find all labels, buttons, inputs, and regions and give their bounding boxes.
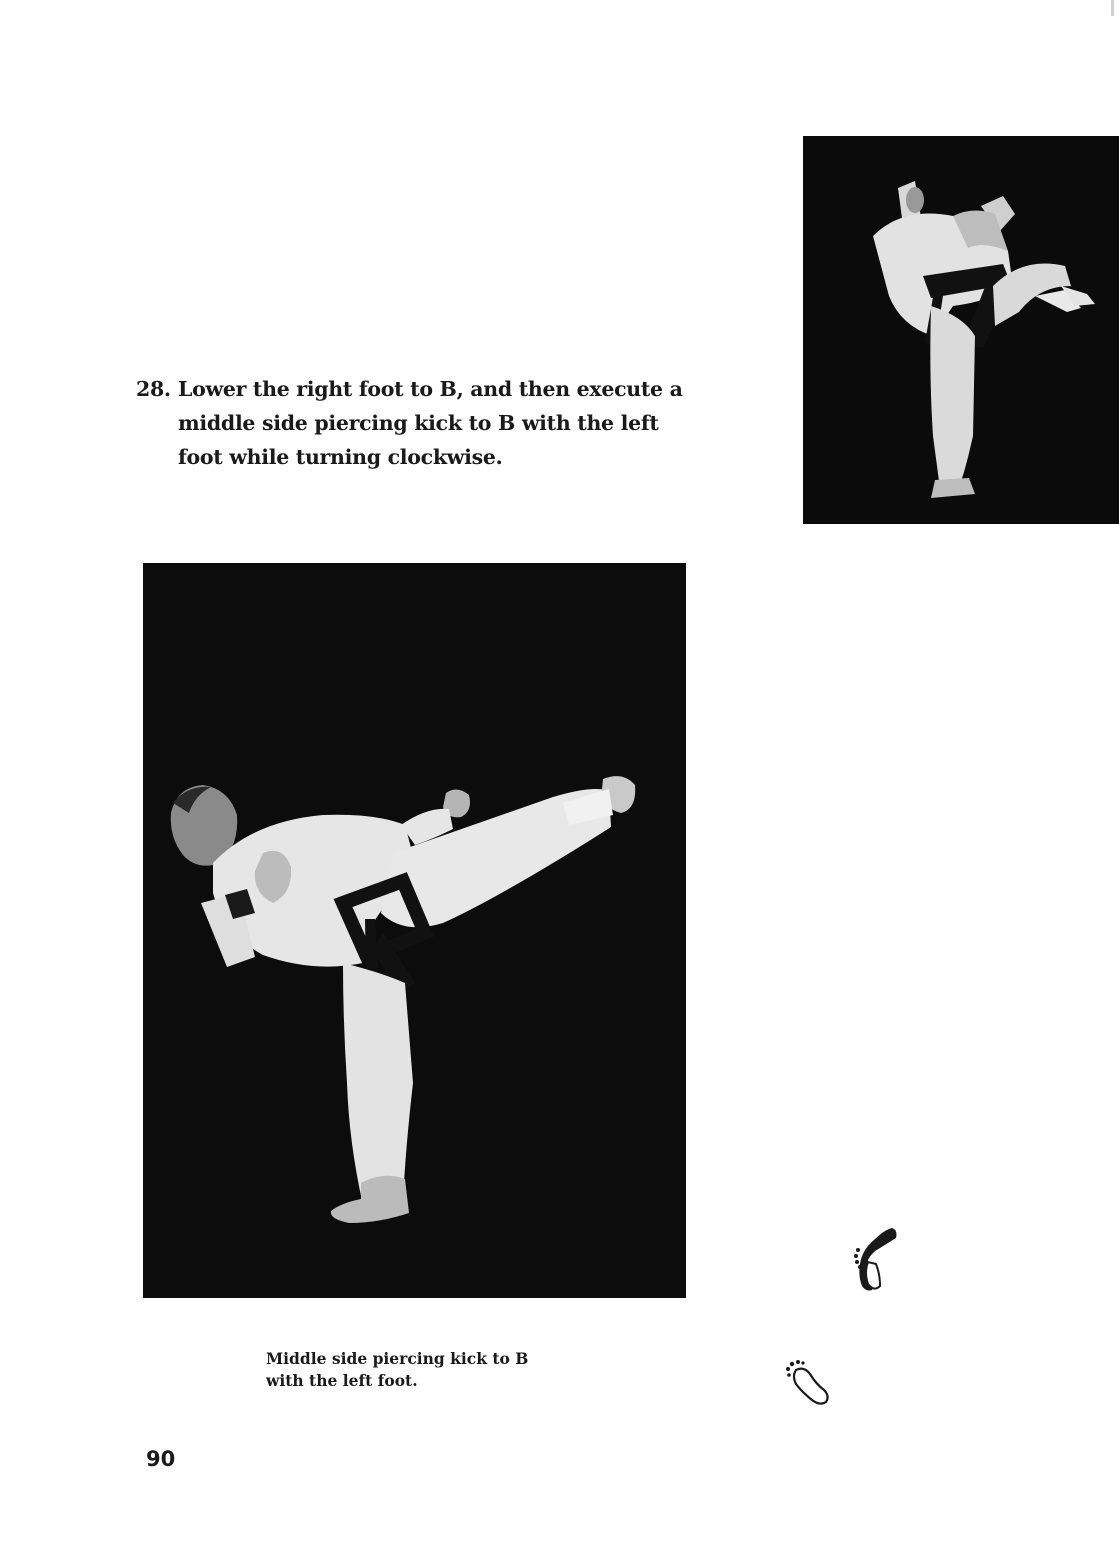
photo-caption bbox=[266, 1348, 586, 1392]
page-number: 90 bbox=[146, 1447, 176, 1471]
photo-back-view bbox=[803, 136, 1119, 524]
photo-side-kick bbox=[143, 563, 686, 1298]
step-number: 28. bbox=[136, 377, 171, 401]
performer-side-piercing-kick-photo bbox=[143, 563, 686, 1298]
caption-line-1: Middle side piercing kick to B bbox=[266, 1349, 529, 1368]
step-text: Lower the right foot to B, and then execute a middle side piercing kick to B with the left foot while turning clockwise. bbox=[178, 377, 683, 469]
caption-line-2: with the left foot. bbox=[266, 1371, 418, 1390]
performer-back-view-chamber-photo bbox=[803, 136, 1119, 524]
kicking-foot-footprint-icon bbox=[850, 1222, 900, 1294]
scan-edge-mark bbox=[1111, 0, 1114, 16]
standing-foot-footprint-icon bbox=[784, 1358, 832, 1408]
